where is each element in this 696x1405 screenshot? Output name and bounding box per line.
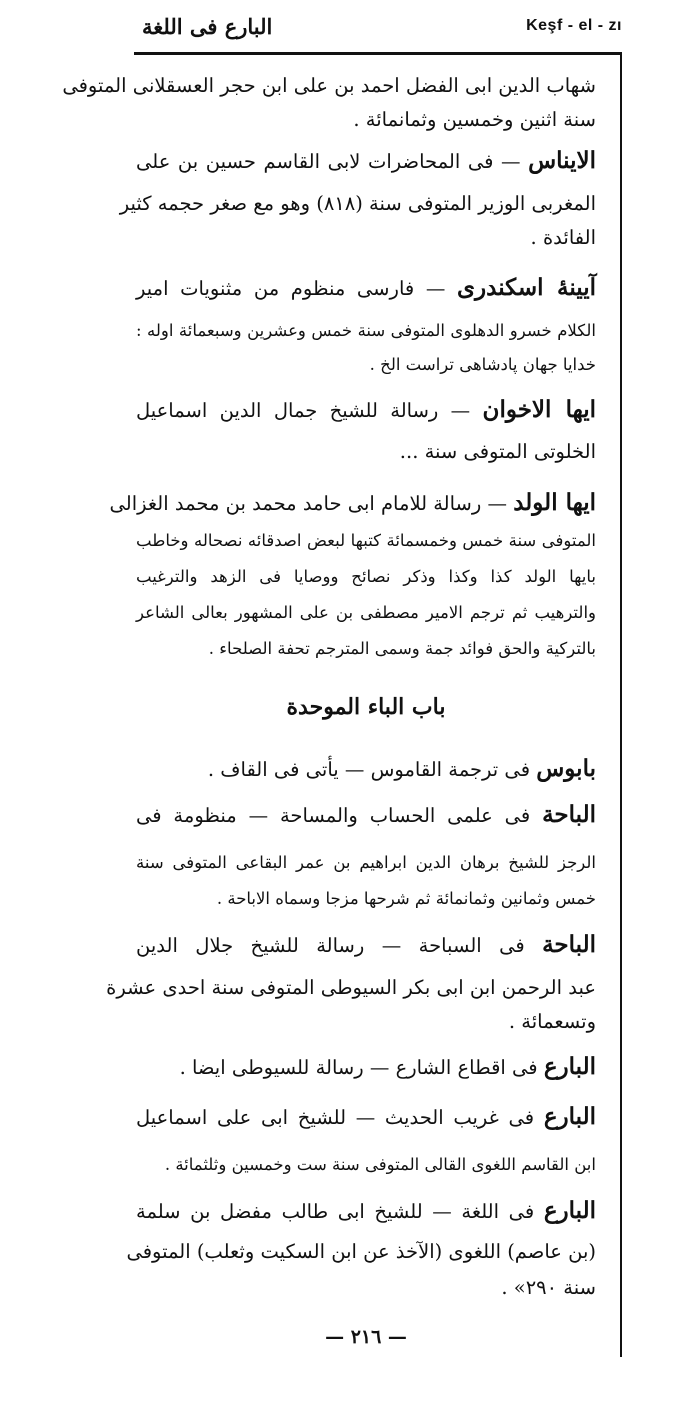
- text-line: الكلام خسرو الدهلوى المتوفى سنة خمس وعشرين وسبعمائة اوله :: [136, 321, 596, 340]
- text-line: خمس وثمانين وثمانمائة ثم شرحها مزجا وسماه الاباحة .: [216, 889, 596, 908]
- entry-title: بابوس: [536, 755, 596, 782]
- header-latin-title: Keşf - el - zı: [526, 17, 622, 34]
- text-line: عبد الرحمن ابن ابى بكر السيوطى المتوفى سنة احدى عشرة: [106, 976, 596, 999]
- text-line: سنة اثنين وخمسين وثمانمائة .: [353, 108, 596, 131]
- entry-title: الباحة: [542, 931, 596, 958]
- text-line: ابن القاسم اللغوى القالى المتوفى سنة ست وخمسين وثلثمائة .: [164, 1155, 596, 1174]
- text-line: المغربى الوزير المتوفى سنة (٨١٨) وهو مع صغر حجمه كثير: [119, 192, 596, 215]
- entry-title: البارع: [543, 1103, 596, 1130]
- section-heading: باب الباء الموحدة: [286, 694, 446, 720]
- entry-title: الايناس: [528, 147, 596, 174]
- text-line: وتسعمائة .: [508, 1010, 596, 1033]
- header-rule: [134, 52, 622, 55]
- text-line: الرجز للشيخ برهان الدين ابراهيم بن عمر البقاعى المتوفى سنة: [136, 853, 596, 872]
- text-line: والترهيب ثم ترجم الامير مصطفى بن على المشهور بعالى الشاعر: [136, 603, 596, 622]
- entry-line: الباحة فى السباحة — رسالة للشيخ جلال الدين: [136, 931, 596, 958]
- entry-line: آيينهٔ اسكندرى — فارسى منظوم من مثنويات امير: [136, 274, 596, 301]
- entry-line: الايناس — فى المحاضرات لابى القاسم حسين بن على: [136, 147, 596, 174]
- page-number: — ٢١٦ —: [325, 1326, 407, 1348]
- entry-line: البارع فى غريب الحديث — للشيخ ابى على اسماعيل: [136, 1103, 596, 1130]
- entry-title: الباحة: [542, 801, 596, 828]
- entry-line: ايها الاخوان — رسالة للشيخ جمال الدين اسماعيل: [136, 396, 596, 423]
- text-line: بالتركية والحق فوائد جمة وسمى المترجم تحفة الصلحاء .: [208, 639, 596, 658]
- text-line: شهاب الدين ابى الفضل احمد بن على ابن حجر العسقلانى المتوفى: [62, 74, 596, 97]
- text-line: (بن عاصم) اللغوى (الآخذ عن ابن السكيت وثعلب) المتوفى: [126, 1240, 596, 1263]
- entry-line: البارع فى اللغة — للشيخ ابى طالب مفضل بن سلمة: [136, 1197, 596, 1224]
- running-header: [134, 14, 622, 48]
- entry-title: البارع: [543, 1053, 596, 1080]
- text-line: سنة ٢٩٠» .: [501, 1276, 596, 1299]
- entry-line: ايها الولد — رسالة للامام ابى حامد محمد بن محمد الغزالى: [109, 489, 596, 516]
- entry-line: البارع فى اقطاع الشارع — رسالة للسيوطى ايضا .: [179, 1053, 596, 1080]
- margin-rule: [620, 52, 622, 1357]
- entry-title: ايها الاخوان: [482, 396, 596, 423]
- entry-line: الباحة فى علمى الحساب والمساحة — منظومة فى: [136, 801, 596, 828]
- text-line: خدايا جهان پادشاهى تراست الخ .: [369, 355, 596, 374]
- text-line: بايها الولد كذا وكذا وذكر نصائح ووصايا فى الزهد والترغيب: [136, 567, 596, 586]
- entry-title: آيينهٔ اسكندرى: [457, 274, 596, 301]
- entry-title: ايها الولد: [513, 489, 596, 516]
- text-line: الفائدة .: [530, 226, 596, 249]
- text-line: المتوفى سنة خمس وخمسمائة كتبها لبعض اصدقائه نصحاله وخاطب: [136, 531, 596, 550]
- header-arabic-title: البارع فى اللغة: [142, 14, 273, 39]
- entry-line: بابوس فى ترجمة القاموس — يأتى فى القاف .: [207, 755, 596, 782]
- text-line: الخلوتى المتوفى سنة ...: [399, 440, 596, 463]
- entry-title: البارع: [543, 1197, 596, 1224]
